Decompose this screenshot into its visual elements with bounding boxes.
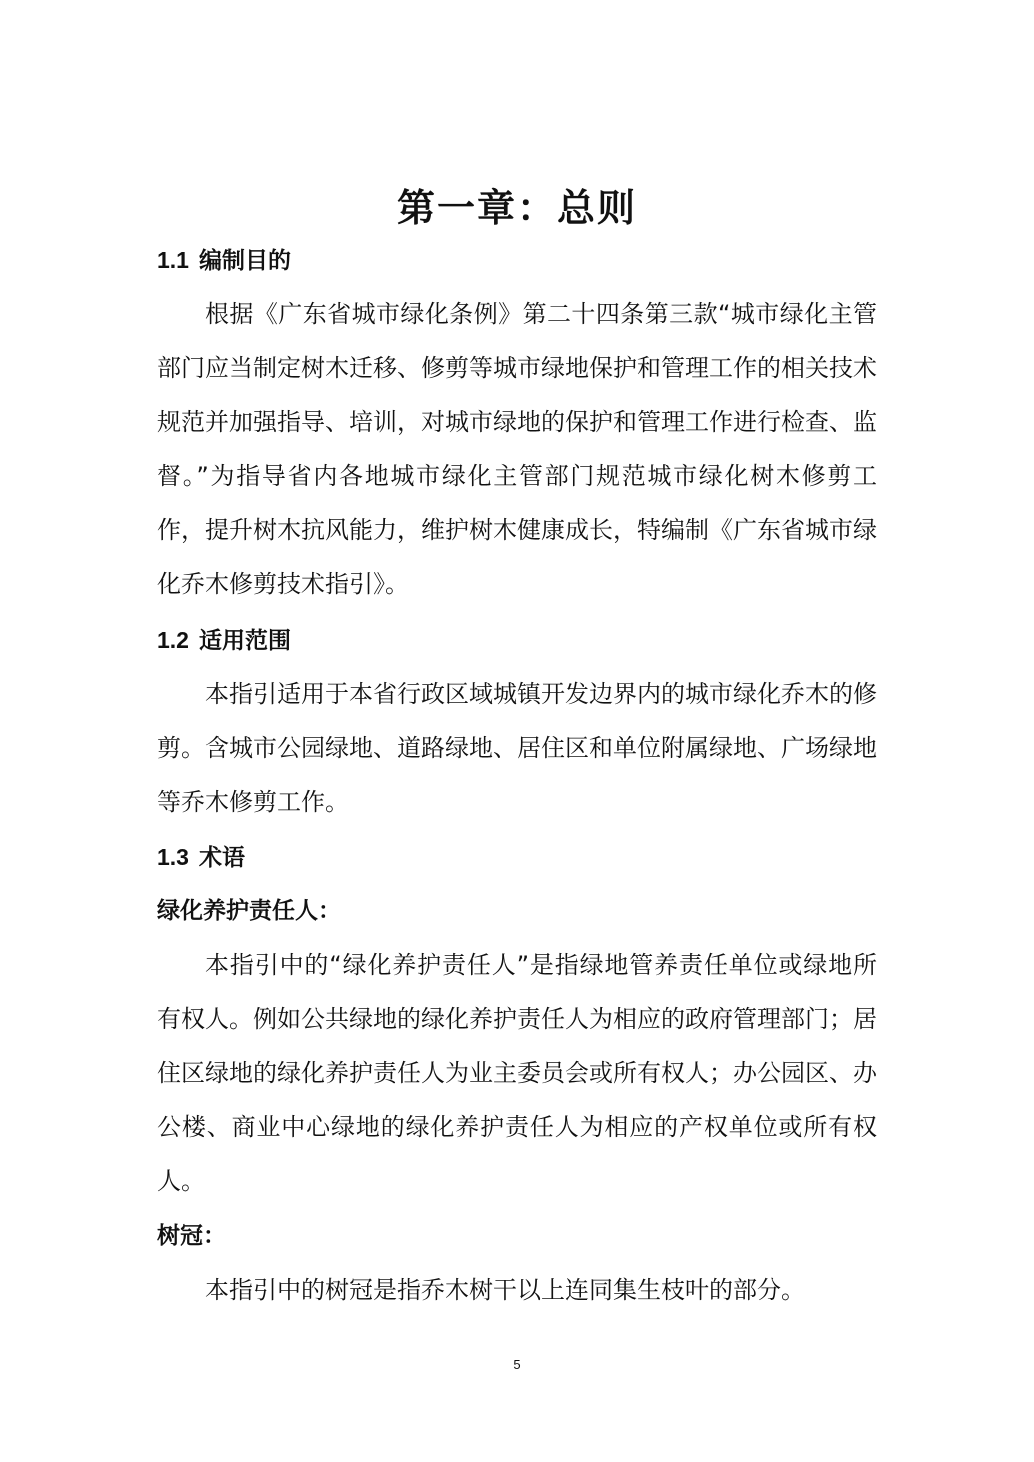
section-heading-scope [157,623,291,657]
section-number: 1.2 [157,627,189,653]
section-title: 术语 [198,845,245,871]
section-number: 1.3 [157,844,189,870]
section-paragraph-scope: 本指引适用于本省行政区域城镇开发边界内的城市绿化乔木的修剪。含城市公园绿地、道路绿地、居住区和单位附属绿地、广场绿地等乔木修剪工作。 [157,680,877,816]
section-title: 适用范围 [198,628,291,654]
term-heading-crown: 树冠： [157,1223,226,1249]
page-number: 5 [513,1357,521,1372]
term-definition-crown: 本指引中的树冠是指乔木树干以上连同集生枝叶的部分。 [205,1276,805,1304]
term-heading-maintenance-party: 绿化养护责任人： [157,898,341,924]
section-paragraph-purpose: 根据《广东省城市绿化条例》第二十四条第三款“城市绿化主管部门应当制定树木迁移、修剪等城市绿地保护和管理工作的相关技术规范并加强指导、培训，对城市绿地的保护和管理工作进行检查、监督。”为指导省内各地城市绿化主管部门规范城市绿化树木修剪工作，提升树木抗风能力，维护树木健康成长，特编制《广东省城市绿化乔木修剪技术指引》。 [157,300,877,598]
section-title: 编制目的 [198,248,291,274]
section-number: 1.1 [157,247,189,273]
section-heading-purpose [157,243,291,277]
term-definition-maintenance-party: 本指引中的“绿化养护责任人”是指绿地管养责任单位或绿地所有权人。例如公共绿地的绿化养护责任人为相应的政府管理部门；居住区绿地的绿化养护责任人为业主委员会或所有权人；办公园区、办公楼、商业中心绿地的绿化养护责任人为相应的产权单位或所有权人。 [157,951,877,1195]
chapter-title: 第一章：总则 [396,186,637,230]
section-heading-terms [157,840,245,874]
